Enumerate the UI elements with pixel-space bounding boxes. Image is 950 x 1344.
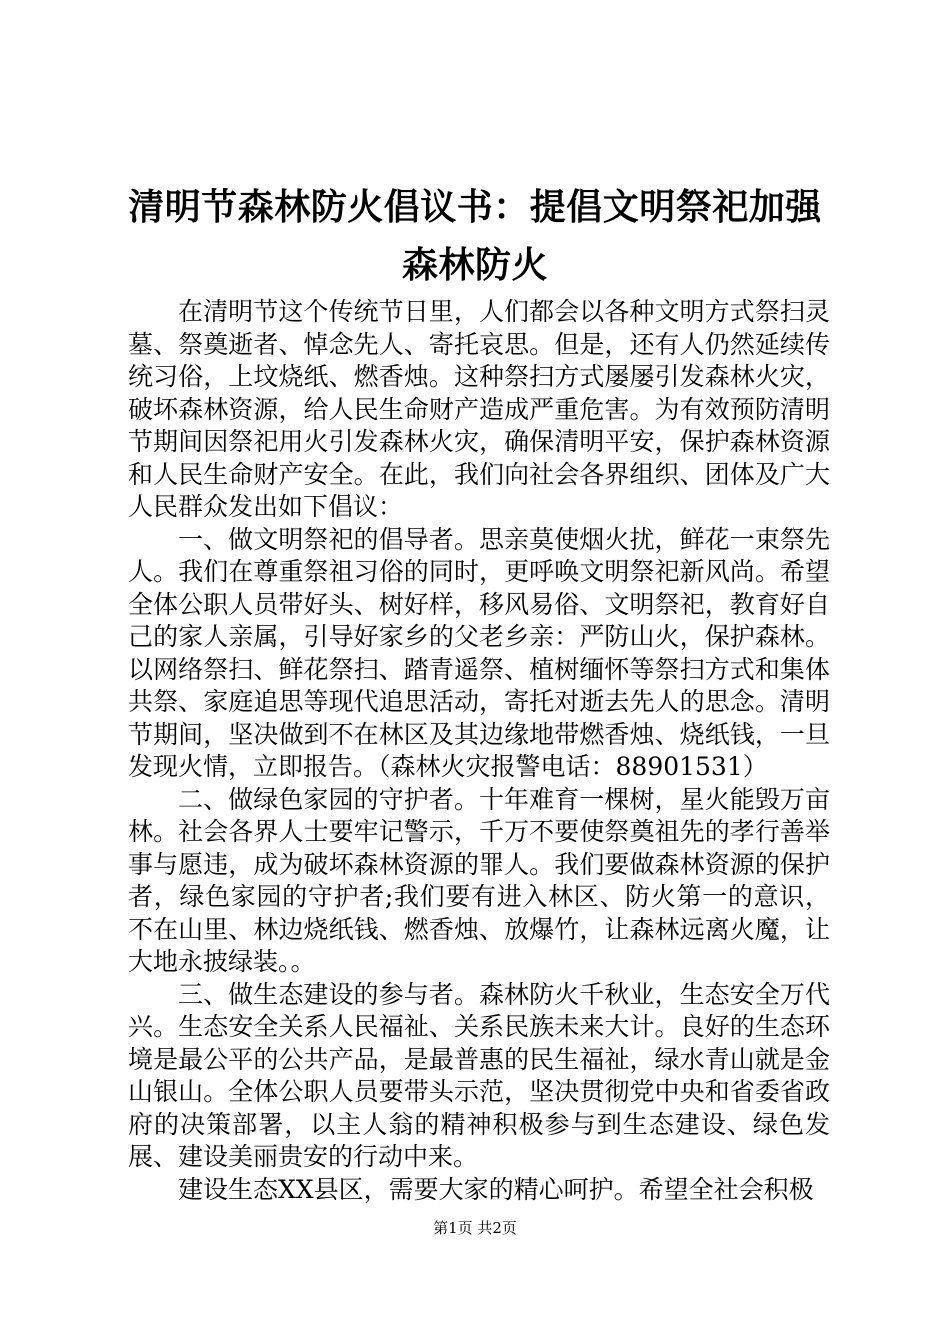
paragraph-intro: 在清明节这个传统节日里，人们都会以各种文明方式祭扫灵墓、祭奠逝者、悼念先人、寄托哀思。但是，还有人仍然延续传统习俗，上坟烧纸、燃香烛。这种祭扫方式屡屡引发森林火灾，破坏森林资源，给人民生命财产造成严重危害。为有效预防清明节期间因祭祀用火引发森林火灾，确保清明平安，保护森林资源和人民生命财产安全。在此，我们向社会各界组织、团体及广大人民群众发出如下倡议： (128, 297, 830, 521)
document-body (128, 296, 830, 1206)
paragraph-one: 一、做文明祭祀的倡导者。思亲莫使烟火扰，鲜花一束祭先人。我们在尊重祭祖习俗的同时，更呼唤文明祭祀新风尚。希望全体公职人员带好头、树好样，移风易俗、文明祭祀，教育好自己的家人亲属，引导好家乡的父老乡亲：严防山火，保护森林。以网络祭扫、鲜花祭扫、踏青遥祭、植树缅怀等祭扫方式和集体共祭、家庭追思等现代追思活动，寄托对逝去先人的思念。清明节期间，坚决做到不在林区及其边缘地带燃香烛、烧纸钱，一旦发现火情，立即报告。（森林火灾报警电话：88901531） (128, 524, 830, 781)
paragraph-closing: 建设生态XX县区，需要大家的精心呵护。希望全社会积极 (178, 1174, 814, 1204)
page-footer: 第1页 共2页 (433, 1219, 517, 1237)
document-title: 清明节森林防火倡议书：提倡文明祭祀加强森林防火 (128, 186, 822, 286)
paragraph-two: 二、做绿色家园的守护者。十年难育一棵树，星火能毁万亩林。社会各界人士要牢记警示，千万不要使祭奠祖先的孝行善举事与愿违，成为破坏森林资源的罪人。我们要做森林资源的保护者，绿色家园的守护者;我们要有进入林区、防火第一的意识，不在山里、林边烧纸钱、燃香烛、放爆竹，让森林远离火魔，让大地永披绿装。。 (128, 784, 830, 976)
paragraph-three: 三、做生态建设的参与者。森林防火千秋业，生态安全万代兴。生态安全关系人民福祉、关系民族未来大计。良好的生态环境是最公平的公共产品，是最普惠的民生福祉，绿水青山就是金山银山。全体公职人员要带头示范，坚决贯彻党中央和省委省政府的决策部署，以主人翁的精神积极参与到生态建设、绿色发展、建设美丽贵安的行动中来。 (128, 979, 830, 1171)
